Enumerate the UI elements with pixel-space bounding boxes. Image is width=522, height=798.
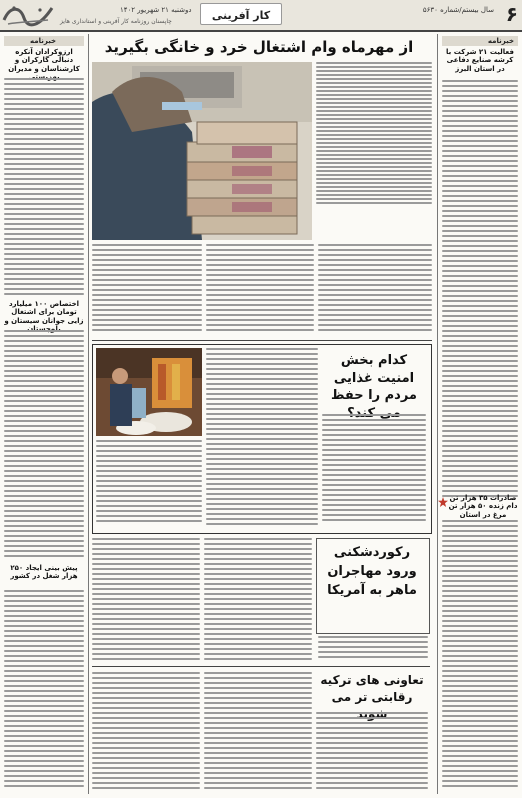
issue-info: سال بیستم/شماره ۵۶۳۰: [422, 6, 494, 14]
lead-story-rule: [92, 340, 432, 341]
right-headline-2: صادرات ۳۵ هزار تن دام زنده ۵۰ هزار تن مرغ در استان: [448, 494, 518, 519]
main-headline: از مهرماه وام اشتغال خرد و خانگی بگیرید: [104, 38, 414, 56]
lead-col-c: [92, 244, 202, 336]
left-column-label: خبرنامه: [30, 37, 57, 45]
tagline: چاپسنان روزنامه کار آفرینی و استانداری هایز: [60, 18, 172, 25]
feature-text-left: [96, 440, 202, 528]
lead-story-text: [316, 62, 432, 242]
masthead-rule: [0, 30, 522, 32]
story2-text-left: [92, 538, 200, 664]
market-photo: [96, 348, 202, 436]
calligraphic-logo: [0, 0, 56, 28]
left-headline-3: پیش بینی ایجاد ۲۵۰ هزار شغل در کشور: [10, 564, 78, 581]
money-photo: [92, 62, 312, 240]
right-column-label: خبرنامه: [487, 37, 514, 45]
feature-text-mid: [206, 348, 318, 528]
page-number: ۶: [505, 2, 518, 26]
issue-date: دوشنبه ۲۱ شهریور ۱۴۰۲: [120, 6, 192, 14]
story2-text-right: [318, 636, 428, 664]
left-headline-2: اختصاص ۱۰۰ میلیارد تومان برای اشتغال زایی جوانان سیستان و: [4, 300, 84, 325]
left-column-text-1: [4, 78, 84, 298]
right-column-divider: [437, 34, 438, 794]
star-icon: [438, 492, 448, 502]
left-headline-1: ارزوکرادان آنکره دنبالی گارکران و کارشناسان و مدیران: [8, 48, 80, 73]
right-column-text-2: [442, 520, 518, 790]
right-column-text-1: [442, 80, 518, 500]
story2-headline: رکوردشکنی ورود مهاجران ماهر به آمریکا: [327, 545, 417, 598]
left-column-text-3: [4, 590, 84, 790]
feature-headline: کدام بخش امنیت غذایی مردم را حفظ: [331, 353, 417, 404]
lead-col-b: [206, 244, 314, 336]
story3-text-right: [316, 712, 428, 792]
story3-text-left: [92, 672, 200, 792]
story2-text-mid: [204, 538, 312, 664]
story2-rule: [92, 666, 430, 667]
right-headline-1: فعالیت ۲۱ شرکت با کرشه صنایع دفاعی در استان البرز: [446, 48, 514, 73]
story3-text-mid: [204, 672, 312, 792]
story3-headline: تعاونی های ترکیه رقابتی تر می: [320, 673, 424, 704]
left-column-text-2: [4, 330, 84, 560]
feature-text-right: [322, 414, 426, 528]
section-label: [200, 3, 282, 25]
section-label-text: کار آفرینی: [211, 9, 271, 22]
lead-col-a: [318, 244, 432, 336]
left-column-divider: [88, 34, 89, 794]
